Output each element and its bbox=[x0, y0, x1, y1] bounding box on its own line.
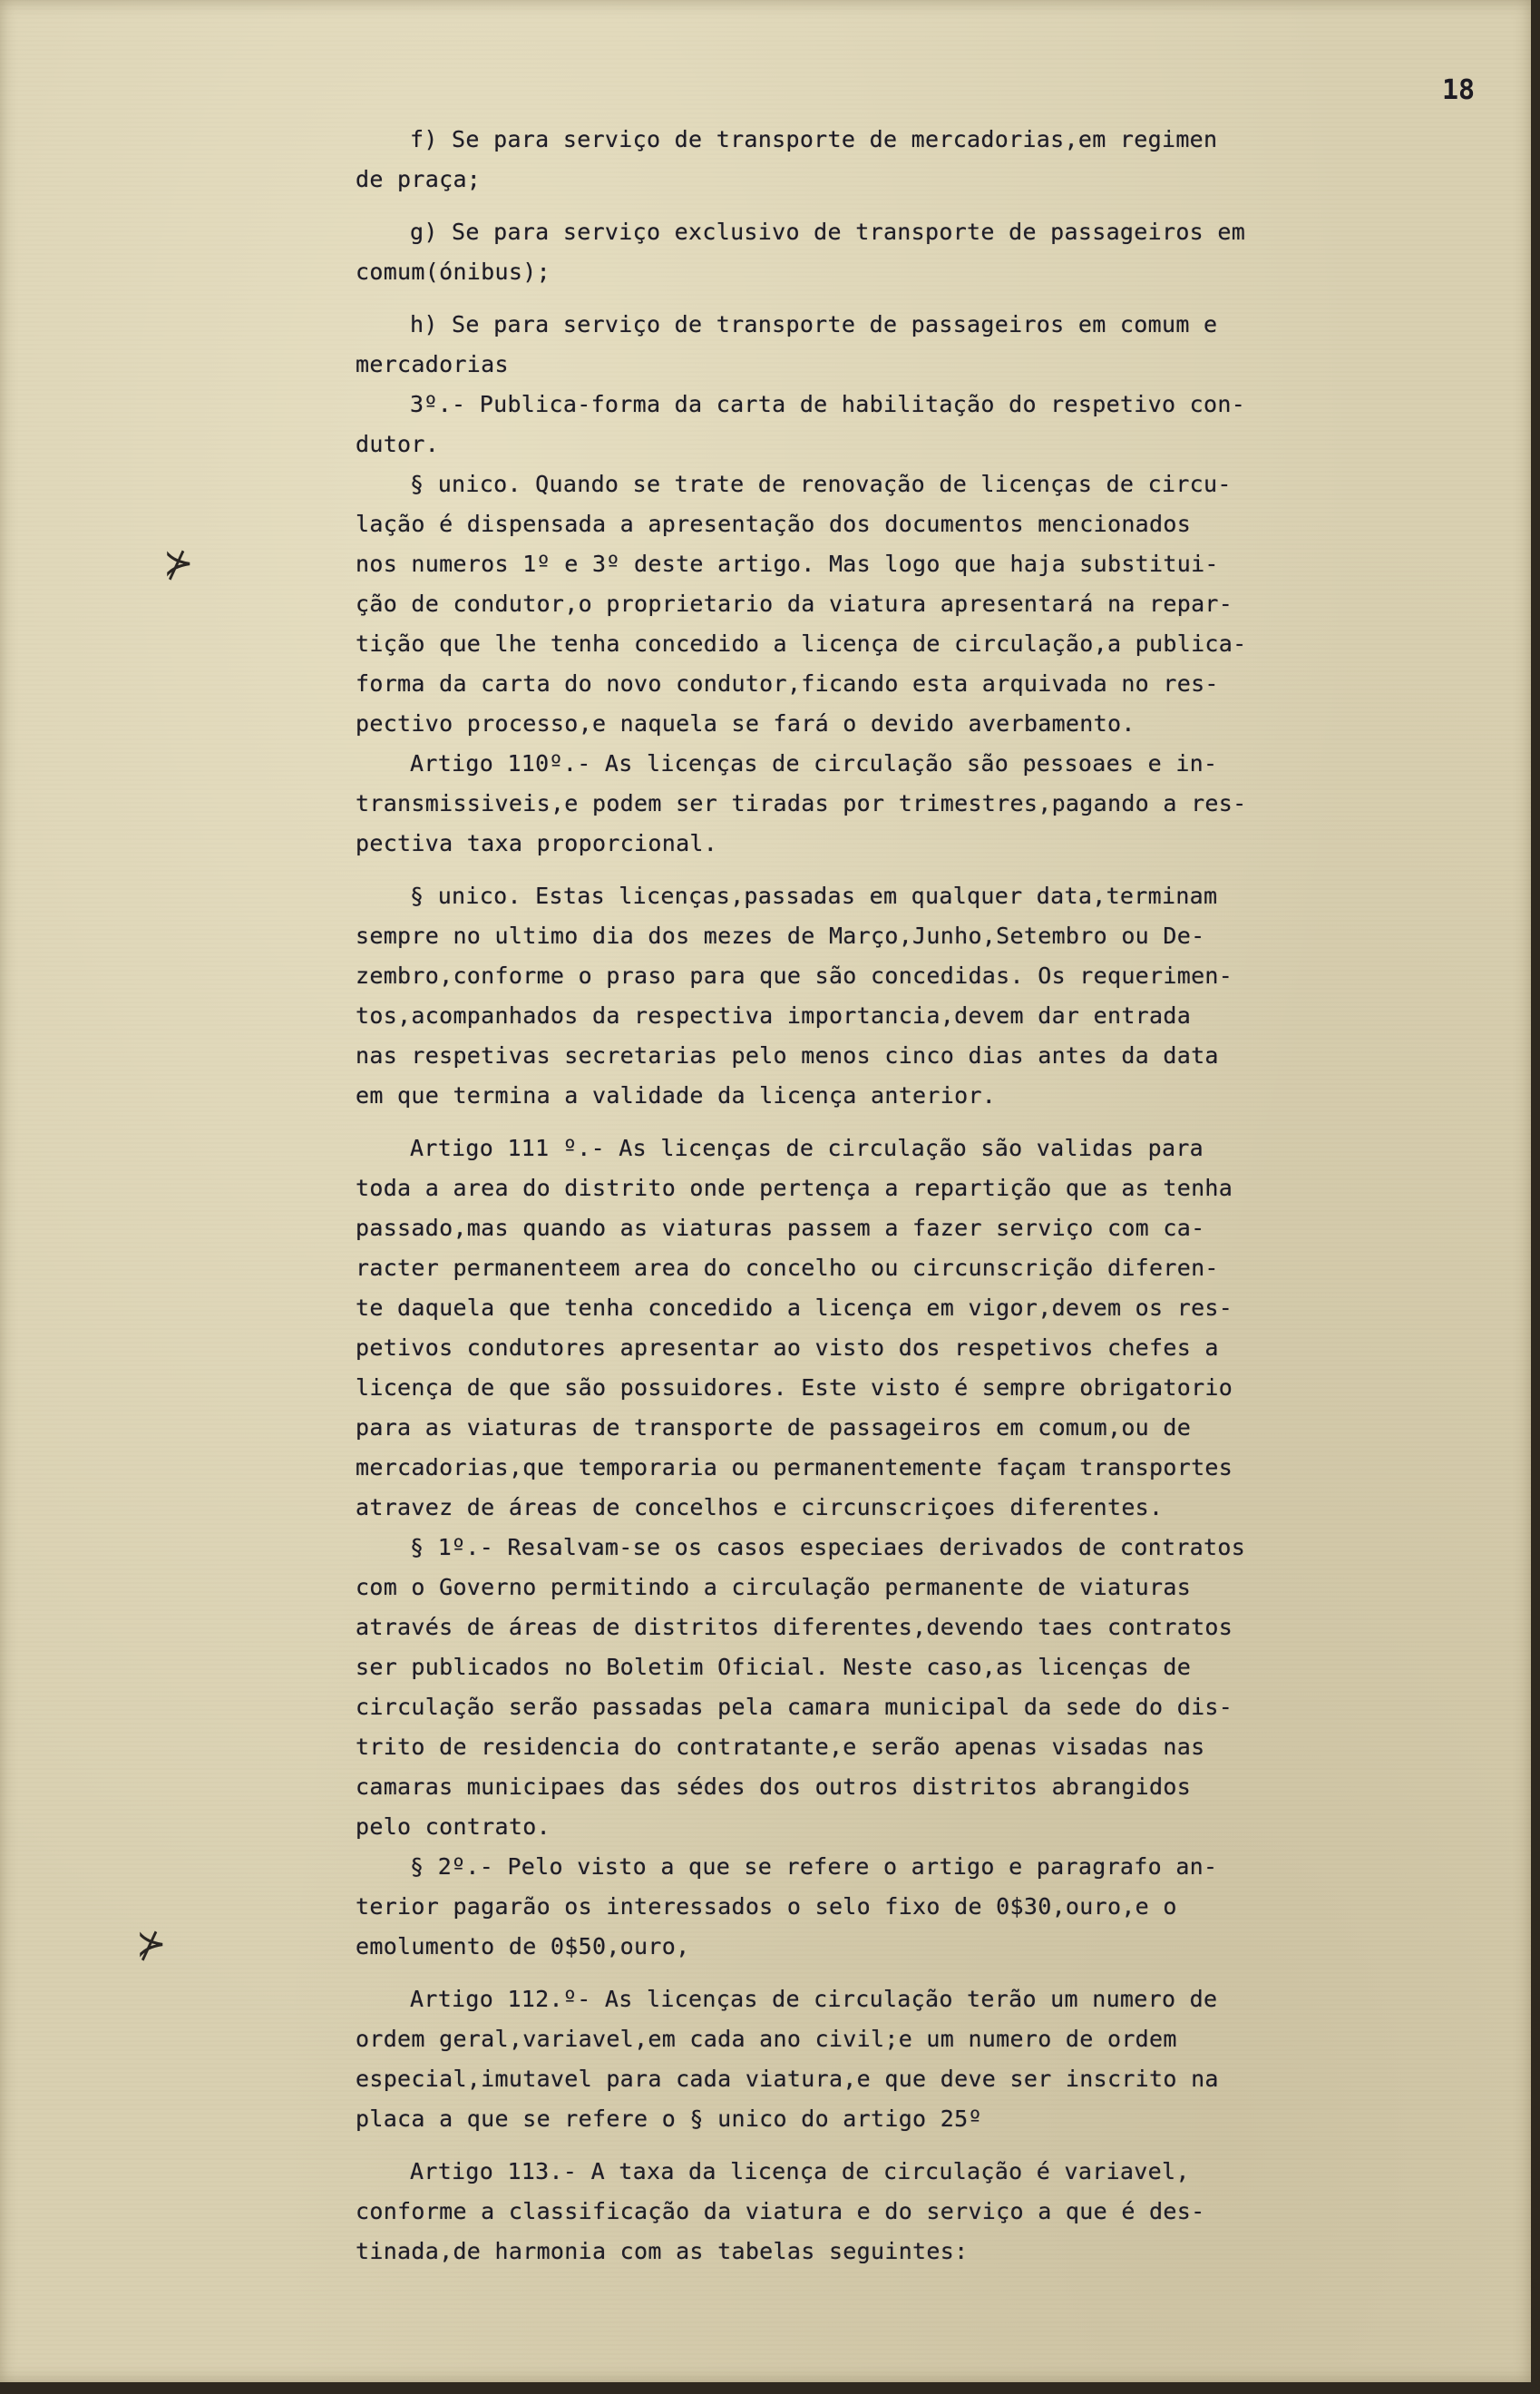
text-line: f) Se para serviço de transporte de mercadorias,em regimen bbox=[410, 126, 1218, 152]
text-line: trito de residencia do contratante,e serão apenas visadas nas bbox=[356, 1734, 1205, 1760]
paragraph-gap bbox=[356, 200, 1500, 212]
text-line: atravez de áreas de concelhos e circunscriçoes diferentes. bbox=[356, 1494, 1164, 1520]
text-line: através de áreas de distritos diferentes,devendo taes contratos bbox=[356, 1614, 1233, 1640]
text-line: nas respetivas secretarias pelo menos cinco dias antes da data bbox=[356, 1042, 1219, 1069]
text-line: placa a que se refere o § unico do artigo 25º bbox=[356, 2106, 982, 2132]
text-line: Artigo 111 º.- As licenças de circulação são validas para bbox=[410, 1135, 1204, 1161]
text-line: licença de que são possuidores. Este visto é sempre obrigatorio bbox=[356, 1374, 1233, 1401]
scan-edge bbox=[1531, 0, 1540, 2394]
text-line: Artigo 112.º- As licenças de circulação terão um numero de bbox=[410, 1986, 1218, 2012]
margin-mark: ⊁ bbox=[136, 1923, 167, 1965]
text-line: nos numeros 1º e 3º deste artigo. Mas logo que haja substitui- bbox=[356, 551, 1219, 577]
text-line: transmissiveis,e podem ser tiradas por trimestres,pagando a res- bbox=[356, 790, 1247, 816]
text-line: petivos condutores apresentar ao visto dos respetivos chefes a bbox=[356, 1334, 1219, 1361]
text-line: de praça; bbox=[356, 166, 482, 192]
text-line: pectivo processo,e naquela se fará o devido averbamento. bbox=[356, 710, 1136, 737]
paragraph-gap bbox=[356, 864, 1500, 876]
text-line: com o Governo permitindo a circulação permanente de viaturas bbox=[356, 1574, 1192, 1600]
text-line: § 1º.- Resalvam-se os casos especiaes derivados de contratos bbox=[410, 1534, 1246, 1560]
text-line: § unico. Estas licenças,passadas em qualquer data,terminam bbox=[410, 883, 1218, 909]
text-line: ser publicados no Boletim Oficial. Neste caso,as licenças de bbox=[356, 1654, 1192, 1680]
text-line: zembro,conforme o praso para que são concedidas. Os requerimen- bbox=[356, 962, 1233, 989]
document-body bbox=[356, 120, 1500, 2272]
text-line: g) Se para serviço exclusivo de transporte de passageiros em bbox=[410, 219, 1246, 245]
text-line: tinada,de harmonia com as tabelas seguintes: bbox=[356, 2238, 969, 2264]
paragraph-gap bbox=[356, 2139, 1500, 2152]
scan-edge bbox=[0, 2382, 1540, 2394]
text-line: ção de condutor,o proprietario da viatura apresentará na repar- bbox=[356, 591, 1233, 617]
text-line: racter permanenteem area do concelho ou circunscrição diferen- bbox=[356, 1255, 1219, 1281]
text-line: passado,mas quando as viaturas passem a fazer serviço com ca- bbox=[356, 1215, 1205, 1241]
paragraph-gap bbox=[356, 1116, 1500, 1129]
text-line: ordem geral,variavel,em cada ano civil;e um numero de ordem bbox=[356, 2026, 1177, 2052]
text-line: emolumento de 0$50,ouro, bbox=[356, 1933, 690, 1959]
text-line: tição que lhe tenha concedido a licença de circulação,a publica- bbox=[356, 630, 1247, 657]
text-line: forma da carta do novo condutor,ficando esta arquivada no res- bbox=[356, 670, 1219, 697]
text-line: conforme a classificação da viatura e do serviço a que é des- bbox=[356, 2198, 1205, 2224]
page-number: 18 bbox=[1442, 74, 1476, 106]
margin-mark: ⊁ bbox=[163, 542, 194, 584]
text-line: 3º.- Publica-forma da carta de habilitação do respetivo con- bbox=[410, 391, 1246, 417]
text-line: especial,imutavel para cada viatura,e que deve ser inscrito na bbox=[356, 2066, 1219, 2092]
text-line: § 2º.- Pelo visto a que se refere o artigo e paragrafo an- bbox=[410, 1853, 1218, 1880]
paragraph-gap bbox=[356, 1967, 1500, 1979]
text-line: em que termina a validade da licença anterior. bbox=[356, 1082, 997, 1109]
text-line: h) Se para serviço de transporte de passageiros em comum e bbox=[410, 311, 1218, 337]
text-line: terior pagarão os interessados o selo fixo de 0$30,ouro,e o bbox=[356, 1893, 1177, 1920]
text-line: tos,acompanhados da respectiva importancia,devem dar entrada bbox=[356, 1002, 1192, 1029]
text-line: Artigo 110º.- As licenças de circulação são pessoaes e in- bbox=[410, 750, 1218, 777]
text-line: para as viaturas de transporte de passageiros em comum,ou de bbox=[356, 1414, 1192, 1441]
text-line: § unico. Quando se trate de renovação de licenças de circu- bbox=[410, 471, 1232, 497]
text-line: dutor. bbox=[356, 431, 440, 457]
text-line: camaras municipaes das sédes dos outros distritos abrangidos bbox=[356, 1774, 1192, 1800]
text-line: pectiva taxa proporcional. bbox=[356, 830, 718, 856]
text-line: lação é dispensada a apresentação dos documentos mencionados bbox=[356, 511, 1192, 537]
text-line: comum(ónibus); bbox=[356, 259, 551, 285]
text-line: mercadorias,que temporaria ou permanentemente façam transportes bbox=[356, 1454, 1233, 1480]
text-line: te daquela que tenha concedido a licença em vigor,devem os res- bbox=[356, 1295, 1233, 1321]
text-line: Artigo 113.- A taxa da licença de circulação é variavel, bbox=[410, 2158, 1190, 2184]
text-line: pelo contrato. bbox=[356, 1813, 551, 1840]
text-line: toda a area do distrito onde pertença a repartição que as tenha bbox=[356, 1175, 1233, 1201]
text-line: sempre no ultimo dia dos mezes de Março,Junho,Setembro ou De- bbox=[356, 923, 1205, 949]
text-line: mercadorias bbox=[356, 351, 509, 377]
text-line: circulação serão passadas pela camara municipal da sede do dis- bbox=[356, 1694, 1233, 1720]
paragraph-gap bbox=[356, 292, 1500, 305]
